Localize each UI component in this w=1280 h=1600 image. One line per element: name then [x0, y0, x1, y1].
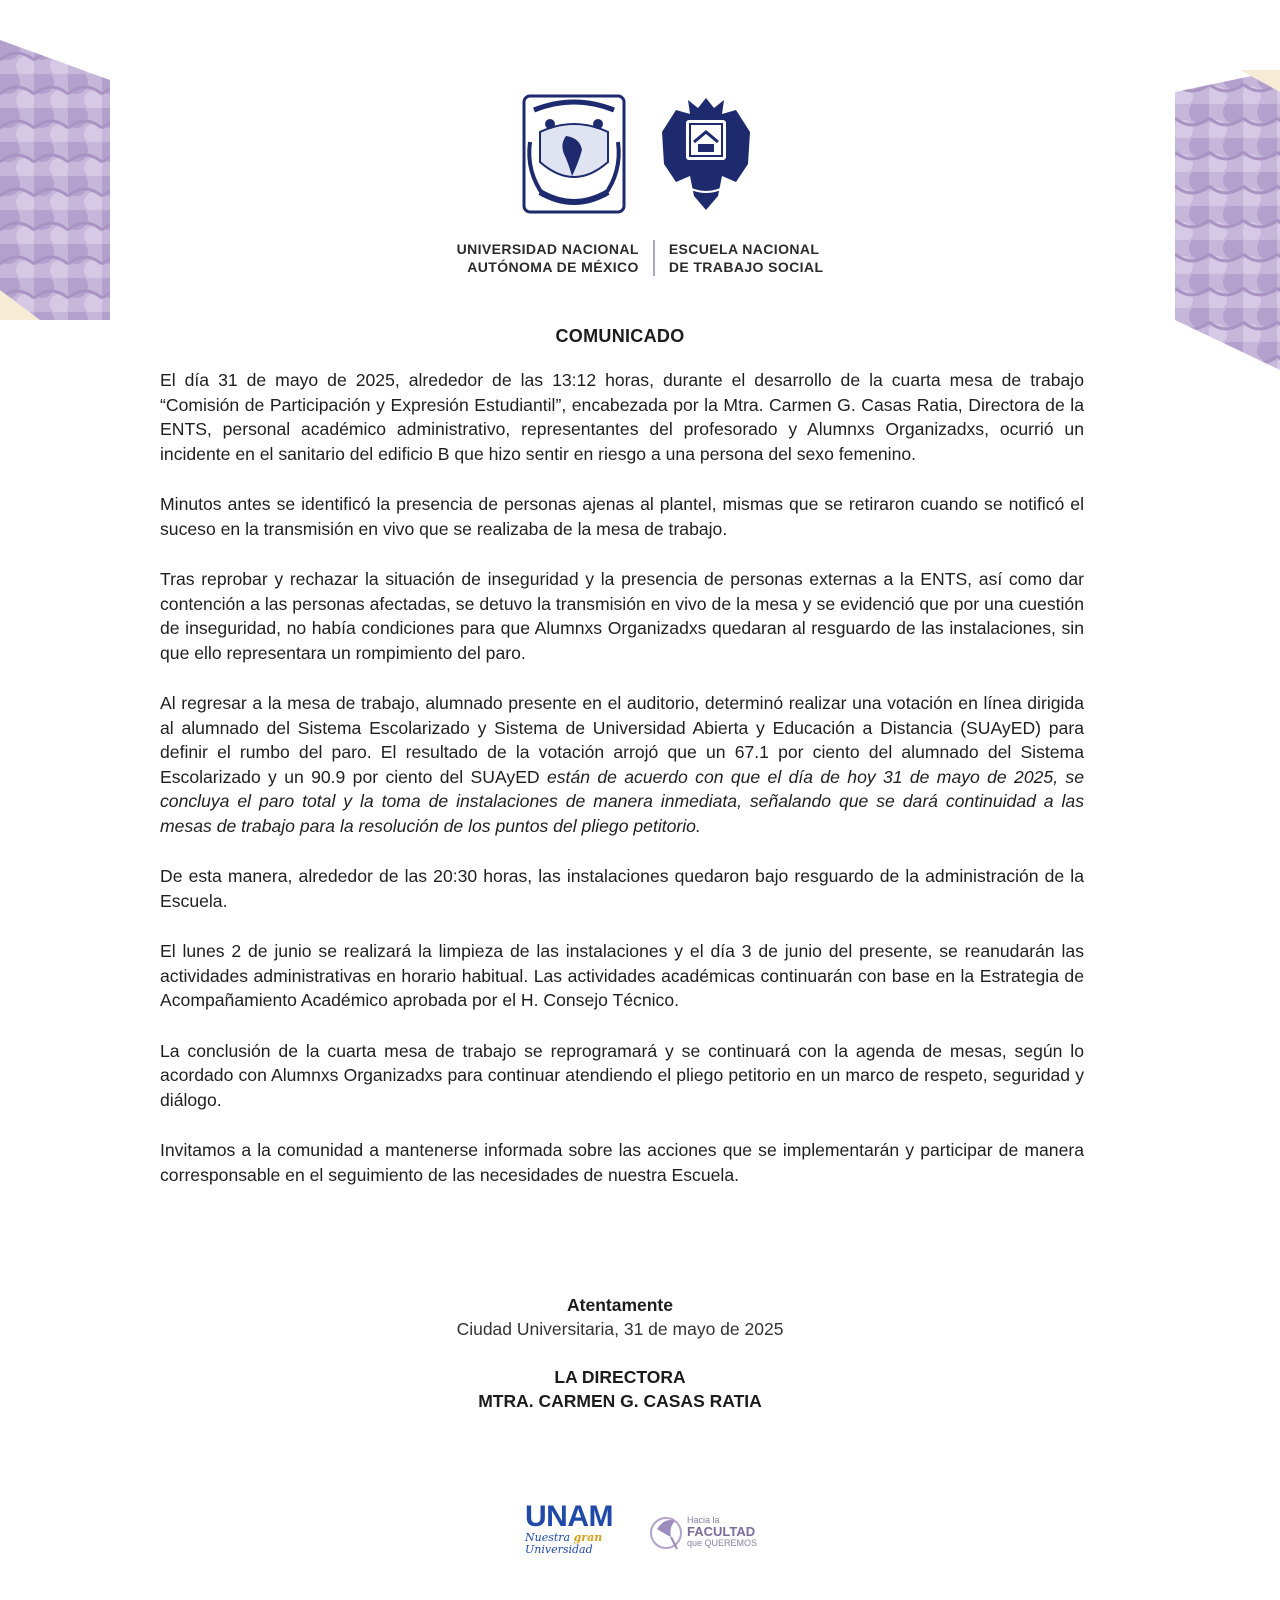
paragraph-6: El lunes 2 de junio se realizará la limpieza de las instalaciones y el día 3 de junio del presente, se reanudarán las actividades administrativas en horario habitual. Las actividades académicas continuarán con base en la Estrategia de Acompañamiento Académico aprobada por el H. Consejo Técnico. [160, 941, 1084, 1010]
logo-row [0, 92, 1280, 216]
unam-name [457, 240, 655, 276]
hummingbird-icon [649, 1507, 683, 1555]
ents-name-line2: DE TRABAJO SOCIAL [668, 259, 824, 275]
hacia-la-facultad-logo [649, 1507, 757, 1555]
unam-tagline: Nuestra gran Universidad [525, 1531, 603, 1556]
facultad-text: Hacia la FACULTAD que QUEREMOS [687, 1514, 758, 1548]
unam-name-line2: AUTÓNOMA DE MÉXICO [467, 259, 639, 275]
paragraph-4 [160, 691, 1084, 838]
signer-name: MTRA. CARMEN G. CASAS RATIA [478, 1391, 762, 1411]
unam-wordmark: UNAM [525, 1500, 613, 1533]
paragraph-5: De esta manera, alrededor de las 20:30 horas, las instalaciones quedaron bajo resguardo de la administración de la Escuela. [160, 866, 1084, 911]
paragraph-4-italic: están de acuerdo con que el día de hoy 31 de mayo de 2025, se concluya el paro total y la toma de instalaciones de manera inmediata, señalando que se dará continuidad a las mesas de trabajo para la resolución de los puntos del pliego petitorio. [160, 766, 1084, 836]
paragraph-2: Minutos antes se identificó la presencia de personas ajenas al plantel, mismas que se retiraron cuando se notificó el suceso en la transmisión en vivo que se realizaba de la mesa de trabajo. [160, 494, 1084, 539]
salutation: Atentamente [567, 1295, 673, 1315]
letterhead [0, 92, 1280, 276]
paragraph-1: El día 31 de mayo de 2025, alrededor de las 13:12 horas, durante el desarrollo de la cuarta mesa de trabajo “Comisión de Participación y Expresión Estudiantil”, encabezada por la Mtra. Carmen G. Casas Ratia, Directora de la ENTS, personal académico administrativo, representantes del profesorado y Alumnxs Organizadxs, ocurrió un incidente en el sanitario del edificio B que hizo sentir en riesgo a una persona del sexo femenino. [160, 370, 1084, 464]
place-date: Ciudad Universitaria, 31 de mayo de 2025 [456, 1319, 784, 1339]
ents-name-line1: ESCUELA NACIONAL [668, 241, 820, 257]
signer-role: LA DIRECTORA [554, 1367, 686, 1387]
unam-seal-icon [520, 92, 628, 216]
ents-eagle-seal-icon [652, 92, 760, 216]
paragraph-4-normal: Al regresar a la mesa de trabajo, alumnado presente en el auditorio, determinó realizar una votación en línea dirigida al alumnado del Sistema Escolarizado y Sistema de Universidad Abierta y Educación a Distancia (SUAyED) para definir el rumbo del paro. El resultado de la votación arrojó que un 67.1 por ciento del alumnado del Sistema Escolarizado y un 90.9 por ciento del SUAyED [160, 693, 1084, 787]
document-body [160, 368, 1084, 1213]
unam-nuestra-gran-universidad-logo [525, 1502, 625, 1560]
paragraph-8: Invitamos a la comunidad a mantenerse informada sobre las acciones que se implementarán y participar de manera corresponsable en el seguimiento de las necesidades de nuestra Escuela. [160, 1140, 1084, 1185]
document-title: COMUNICADO [555, 326, 685, 346]
footer-logos [525, 1500, 765, 1562]
institution-names [0, 240, 1280, 276]
ents-name [655, 240, 824, 276]
paragraph-7: La conclusión de la cuarta mesa de trabajo se reprogramará y se continuará con la agenda de mesas, según lo acordado con Alumnxs Organizadxs para continuar atendiendo el pliego petitorio en un marco de respeto, seguridad y diálogo. [160, 1040, 1084, 1110]
paragraph-3: Tras reprobar y rechazar la situación de inseguridad y la presencia de personas externas a la ENTS, así como dar contención a las personas afectadas, se detuvo la transmisión en vivo de la mesa y se evidenció que por una cuestión de inseguridad, no había condiciones para que Alumnxs Organizadxs quedaran al resguardo de las instalaciones, sin que ello representara un rompimiento del paro. [160, 569, 1084, 663]
signature-block [0, 1293, 1240, 1413]
unam-name-line1: UNIVERSIDAD NACIONAL [456, 241, 639, 257]
